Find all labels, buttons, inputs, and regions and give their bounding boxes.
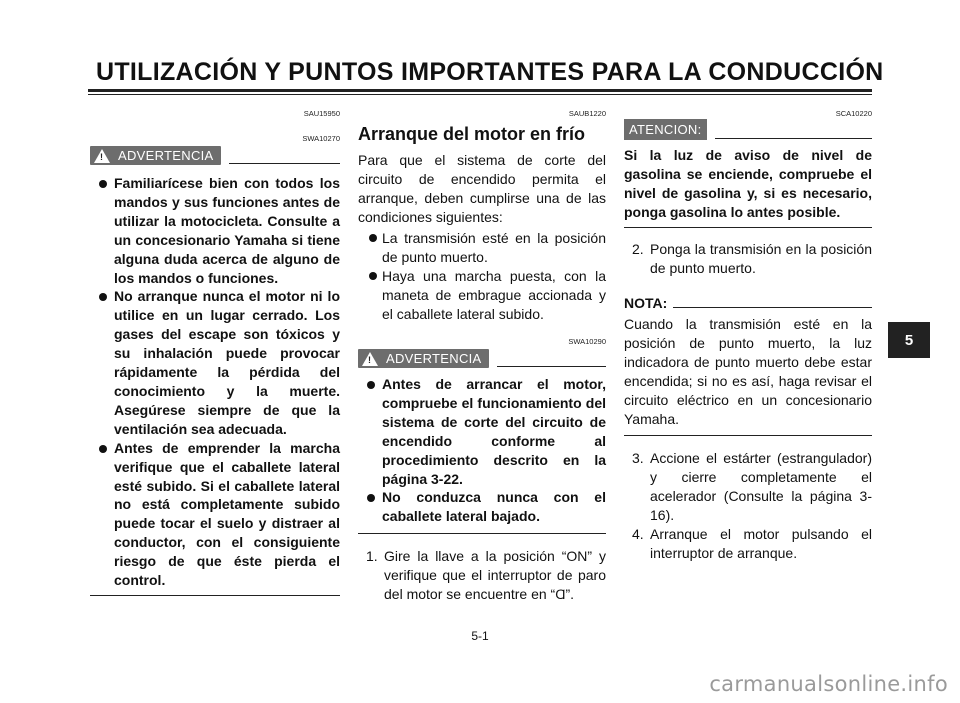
list-item-text: No conduzca nunca con el caballete lateral bajado. [382, 489, 606, 525]
step-number: 2. [632, 241, 644, 257]
step-text: Accione el estárter (estrangulador) y cierre completamente el acelerador (Consulte la página 3-16). [650, 450, 872, 523]
warning-triangle-icon: ! [94, 149, 110, 163]
bullet-icon [99, 445, 107, 453]
steps-list [358, 547, 606, 604]
step-text: Gire la llave a la posición “ON” y verifique que el interruptor de paro del motor se encuentre en “Ɑ”. [384, 548, 606, 603]
warning-code: SWA10290 [568, 337, 606, 346]
warning-list [358, 375, 606, 526]
list-item [358, 375, 606, 488]
steps-list [624, 240, 872, 278]
header-rule [88, 89, 872, 95]
bullet-icon [369, 272, 377, 280]
caution-badge: ATENCION: [624, 119, 707, 140]
section-code: SAU15950 [303, 109, 340, 118]
list-item-text: Antes de arrancar el motor, compruebe el funcionamiento del sistema de corte del circuito de encendido conforme al procedimiento descrito en la página 3-22. [382, 376, 606, 487]
chapter-title: UTILIZACIÓN Y PUNTOS IMPORTANTES PARA LA CONDUCCIÓN [96, 58, 884, 86]
bullet-icon [99, 293, 107, 301]
warning-badge [90, 146, 221, 165]
list-item [358, 488, 606, 526]
warning-triangle-icon: ! [362, 352, 378, 366]
caution-rule [715, 138, 872, 139]
warning-label: ADVERTENCIA [118, 148, 214, 163]
step-number: 1. [366, 548, 378, 565]
warning-end-rule [90, 595, 340, 596]
list-item [90, 287, 340, 438]
step-number: 4. [632, 526, 644, 542]
bullet-icon [369, 234, 377, 242]
step-item [624, 240, 872, 278]
list-item-text: No arranque nunca el motor ni lo utilice en un lugar cerrado. Los gases del escape son tóxicos y su inhalación puede provocar rápidamente la pérdida del conocimiento y la muerte. Asegúrese siempre de que la ventilación sea adecuada. [114, 288, 340, 437]
list-item [90, 439, 340, 590]
caution-end-rule [624, 227, 872, 228]
warning-header [90, 146, 340, 165]
warning-rule [497, 366, 606, 367]
section-code: SAUB1220 [568, 109, 606, 118]
warning-label: ADVERTENCIA [386, 351, 482, 366]
bullet-icon [367, 494, 375, 502]
intro-paragraph: Para que el sistema de corte del circuito de encendido permita el arranque, deben cumplirse una de las condiciones siguientes: [358, 152, 606, 225]
list-item [90, 174, 340, 287]
chapter-tab: 5 [888, 322, 930, 358]
page-number: 5-1 [471, 629, 489, 643]
warning-rule [229, 163, 340, 164]
list-item-text: Antes de emprender la marcha verifique que el caballete lateral esté subido. Si el caballete lateral no está completamente subido puede tocar el suelo y distraer al conductor, con el consiguiente riesgo de que éste pierda el control. [114, 439, 340, 589]
step-item [624, 449, 872, 525]
section-code: SCA10220 [835, 109, 872, 118]
warning-list [90, 174, 340, 590]
step-item [624, 525, 872, 563]
bullet-icon [367, 381, 375, 389]
conditions-list [358, 229, 606, 324]
note-end-rule [624, 435, 872, 436]
section-title: Arranque del motor en frío [358, 124, 586, 144]
note-label: NOTA: [624, 295, 668, 311]
bullet-icon [99, 180, 107, 188]
warning-badge [358, 349, 489, 368]
step-text: Ponga la transmisión en la posición de punto muerto. [650, 241, 872, 276]
column-2 [358, 108, 606, 604]
caution-header [624, 119, 872, 140]
list-item-text: Familiarícese bien con todos los mandos y sus funciones antes de utilizar la motocicleta. Consulte a un concesionario Yamaha si tiene alguna duda acerca de alguno de los mandos o funciones. [114, 175, 340, 286]
column-3 [624, 108, 872, 563]
note-text: Cuando la transmisión esté en la posición de punto muerto, la luz indicadora de punto muerto debe estar encendida; si no es así, haga revisar el circuito eléctrico en un concesionario Yamaha. [624, 316, 872, 427]
step-text: Arranque el motor pulsando el interruptor de arranque. [650, 526, 872, 561]
list-item [358, 229, 606, 267]
warning-end-rule [358, 533, 606, 534]
list-item [358, 267, 606, 324]
step-number: 3. [632, 450, 644, 466]
caution-text: Si la luz de aviso de nivel de gasolina se enciende, compruebe el nivel de gasolina y, si es necesario, ponga gasolina lo antes posible. [624, 147, 872, 220]
warning-header [358, 349, 606, 368]
step-item [358, 547, 606, 604]
note-rule [673, 307, 872, 308]
note-header [624, 295, 872, 311]
warning-code: SWA10270 [302, 134, 340, 143]
steps-list [624, 449, 872, 563]
column-1 [90, 108, 340, 596]
watermark: carmanualsonline.info [709, 672, 948, 696]
list-item-text: La transmisión esté en la posición de punto muerto. [382, 230, 606, 265]
list-item-text: Haya una marcha puesta, con la maneta de embrague accionada y el caballete lateral subido. [382, 268, 606, 322]
